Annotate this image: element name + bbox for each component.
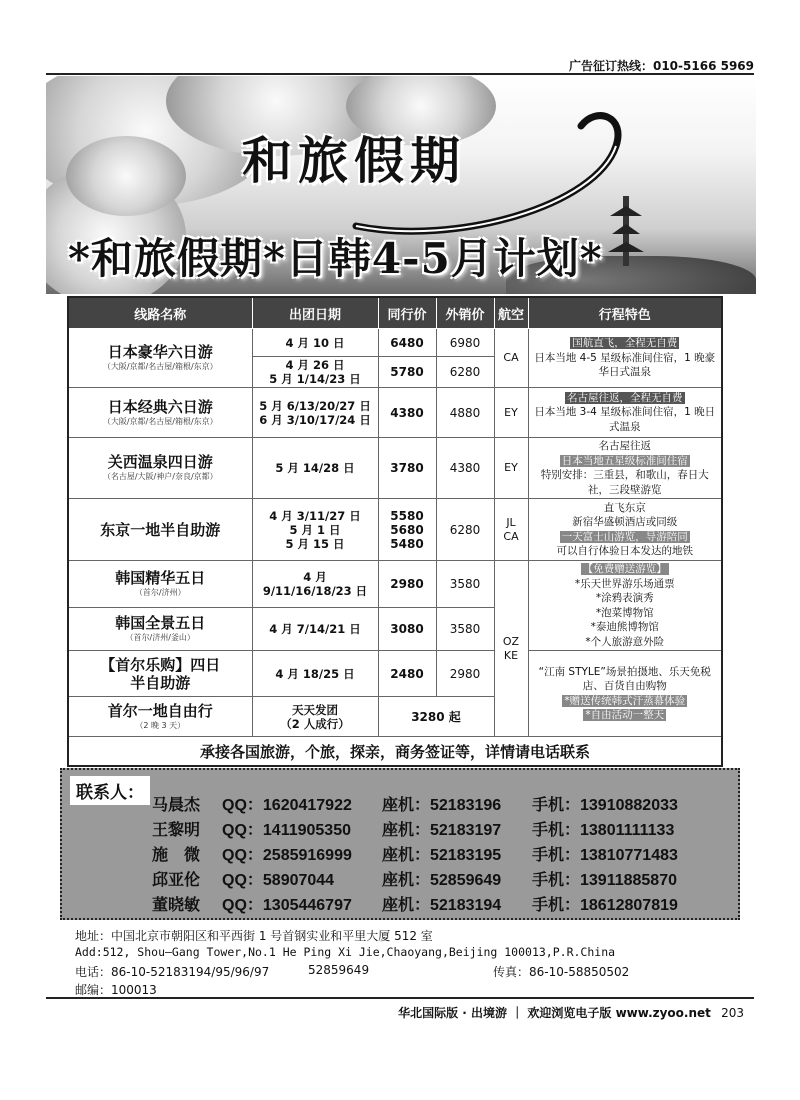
feature-text: *泡菜博物馆 [595,606,654,619]
header-retail-price: 外销价 [436,297,494,329]
route-features [528,329,722,388]
route-name-cell [68,438,252,499]
table-row [68,651,722,697]
contact-qq: QQ：58907044 [222,872,335,889]
route-name-cell [68,608,252,651]
airline-code: JL [506,515,516,529]
page-number: 203 [721,1006,744,1020]
feature-text: *泰迪熊博物馆 [590,621,659,633]
route-cities: （大阪/京都/名古屋/箱根/东京） [102,362,218,371]
table-row [68,561,722,608]
feature-highlight: 国航直飞，全程无自费 [572,337,678,350]
route-name: 东京一地半自助游 [100,520,221,539]
feature-text: 名古屋往返 [598,440,651,452]
contact-qq: QQ：1620417922 [222,797,352,814]
date-line: 9/11/16/18/23 日 [262,584,368,599]
route-cities: （2 晚 3 天） [135,720,186,730]
feature-text: 日本当地 3-4 星级标准间住宿，1 晚日式温泉 [534,406,716,433]
route-cities: （首尔/济州） [134,588,186,598]
route-name: 日本经典六日游 [107,397,213,416]
contact-qq: QQ：1305446797 [222,897,352,914]
route-name-cell [68,499,252,561]
table-row [68,388,722,438]
contact-name: 王黎明 [152,822,201,839]
table-header-row [68,297,722,329]
route-name-cell [68,561,252,608]
route-features [528,499,722,561]
route-features [528,388,722,438]
table-row [68,329,722,357]
feature-text: 日本当地 4-5 星级标准间住宿，1 晚豪华日式温泉 [534,351,716,379]
contacts-box [60,768,740,920]
departure-date [252,388,378,438]
route-cities: （首尔/济州/釜山） [125,633,195,643]
contact-name: 马晨杰 [152,797,201,814]
table-footer-row [68,737,722,767]
trade-price: 2980 [378,561,436,608]
address-en: Add:512, Shou—Gang Tower,No.1 He Ping Xi Jie,Chaoyang,Beijing 100013,P.R.China [75,945,616,959]
airline-code: OZ [502,634,520,648]
contact-mobile: 手机：13810771483 [532,847,678,864]
route-features [528,438,722,499]
banner-image [46,76,756,294]
departure-date: 4 月 10 日 [252,329,378,357]
date-line: 5 月 15 日 [285,536,345,551]
header-route: 线路名称 [68,297,252,329]
airline: EY [494,388,528,438]
retail-price: 6980 [436,329,494,357]
route-name: 韩国全景五日 [115,614,206,633]
price-line: 5580 [390,508,424,523]
phone-2: 52859649 [308,963,370,977]
date-line: （2 人成行） [280,716,350,731]
date-line: 5 月 6/13/20/27 日 [259,398,371,413]
retail-price: 2980 [436,651,494,697]
departure-date: 5 月 14/28 日 [252,438,378,499]
departure-date [252,357,378,388]
feature-highlight: *自由活动一整天 [585,709,665,721]
date-line: 天天发团 [292,702,338,717]
route-name: 首尔一地自由行 [107,701,213,720]
departure-date: 4 月 7/14/21 日 [252,608,378,651]
departure-date [252,499,378,561]
contact-qq: QQ：2585916999 [222,847,352,864]
route-name-cell [68,329,252,388]
trade-price [378,499,436,561]
trade-price: 4380 [378,388,436,438]
route-name: 关西温泉四日游 [107,453,213,471]
feature-text: 特别安排：三重县，和歌山，春日大社，三段壁游览 [540,469,709,496]
feature-text: “江南 STYLE”场景拍摄地、乐天免税店、百货自由购物 [538,665,711,692]
retail-price: 3580 [436,608,494,651]
route-cities: （名古屋/大阪/神户/奈良/京都） [102,472,218,481]
feature-highlight: 日本当地五星级标准间住宿 [561,454,688,467]
price: 3280 起 [378,697,494,737]
route-name-cell [68,651,252,697]
contact-mobile: 手机：13910882033 [532,797,678,814]
price-line: 5680 [390,522,424,537]
contact-tel: 座机：52859649 [382,872,502,889]
feature-text: *涂鸦表演秀 [595,592,654,604]
feature-text: 可以自行体验日本发达的地铁 [556,545,693,557]
airline-code: KE [503,648,519,662]
date-line: 4 月 26 日 [285,358,345,372]
table-row [68,499,722,561]
trade-price: 5780 [378,357,436,388]
contact-tel: 座机：52183195 [382,847,502,864]
feature-highlight: 一天富士山游览，导游陪同 [561,530,688,543]
header-date: 出团日期 [252,297,378,329]
trade-price: 3780 [378,438,436,499]
airline [494,561,528,737]
route-name: 半自助游 [130,673,191,692]
phone: 电话：86-10-52183194/95/96/97 [75,965,270,979]
price-line: 5480 [390,536,424,551]
retail-price: 4380 [436,438,494,499]
retail-price: 6280 [436,499,494,561]
contact-tel: 座机：52183194 [382,897,502,914]
retail-price: 4880 [436,388,494,438]
departure-date: 4 月 18/25 日 [252,651,378,697]
route-name-cell [68,697,252,737]
contact-mobile: 手机：18612807819 [532,897,678,914]
date-line: 5 月 1/14/23 日 [269,372,361,386]
date-line: 4 月 [303,570,327,585]
date-line: 5 月 1 日 [289,522,341,537]
address-cn: 地址：中国北京市朝阳区和平西街 1 号首钢实业和平里大厦 512 室 [75,929,433,943]
contacts-title: 联系人： [70,776,150,805]
contact-mobile: 手机：13911885870 [532,872,678,889]
retail-price: 3580 [436,561,494,608]
header-trade-price: 同行价 [378,297,436,329]
table-row [68,438,722,499]
contact-mobile: 手机：13801111133 [532,822,675,839]
header-airline: 航空 [494,297,528,329]
contact-qq: QQ：1411905350 [222,822,351,839]
departure-date [252,561,378,608]
date-line: 4 月 3/11/27 日 [269,508,361,523]
headline: *和旅假期*日韩4-5月计划* [68,234,603,283]
table-footer: 承接各国旅游，个旅，探亲，商务签证等，详情请电话联系 [68,737,722,767]
routes-table [67,296,723,767]
contact-tel: 座机：52183196 [382,797,502,814]
retail-price: 6280 [436,357,494,388]
airline-code: CA [503,529,519,543]
feature-text: 新宿华盛顿酒店或同级 [572,516,678,528]
airline: CA [494,329,528,388]
feature-highlight: 【免费赠送游览】 [582,563,667,575]
contact-tel: 座机：52183197 [382,822,502,839]
route-name: 【首尔乐购】四日 [100,655,221,674]
feature-highlight: 名古屋往返，全程无自费 [567,391,683,404]
airline [494,499,528,561]
route-features [528,651,722,737]
route-features [528,561,722,651]
route-name: 韩国精华五日 [115,569,206,588]
feature-highlight: *赠送传统韩式汗蒸幕体验 [564,694,686,707]
trade-price: 2480 [378,651,436,697]
feature-text: 直飞东京 [603,501,646,514]
departure-date [252,697,378,737]
bottom-rule [46,997,754,999]
brand-logo: 和旅假期 [242,131,466,190]
feature-text: *个人旅游意外险 [585,635,665,648]
trade-price: 6480 [378,329,436,357]
page-footer [398,1004,744,1021]
ad-hotline: 广告征订热线：010-5166 5969 [568,59,754,73]
header-features: 行程特色 [528,297,722,329]
trade-price: 3080 [378,608,436,651]
date-line: 6 月 3/10/17/24 日 [259,412,371,427]
contact-name: 董晓敏 [152,897,201,914]
feature-text: *乐天世界游乐场通票 [574,577,675,590]
airline: EY [494,438,528,499]
postcode: 邮编：100013 [75,983,157,997]
route-cities: （大阪/京都/名古屋/箱根/东京） [102,416,218,426]
route-name: 日本豪华六日游 [107,343,213,361]
route-name-cell [68,388,252,438]
fax: 传真：86-10-58850502 [493,965,630,979]
contact-name: 施 微 [152,847,201,864]
footer-text: 华北国际版 · 出境游 ｜ 欢迎浏览电子版 www.zyoo.net [398,1006,711,1020]
contact-name: 邱亚伦 [152,872,201,889]
top-rule [46,73,754,75]
